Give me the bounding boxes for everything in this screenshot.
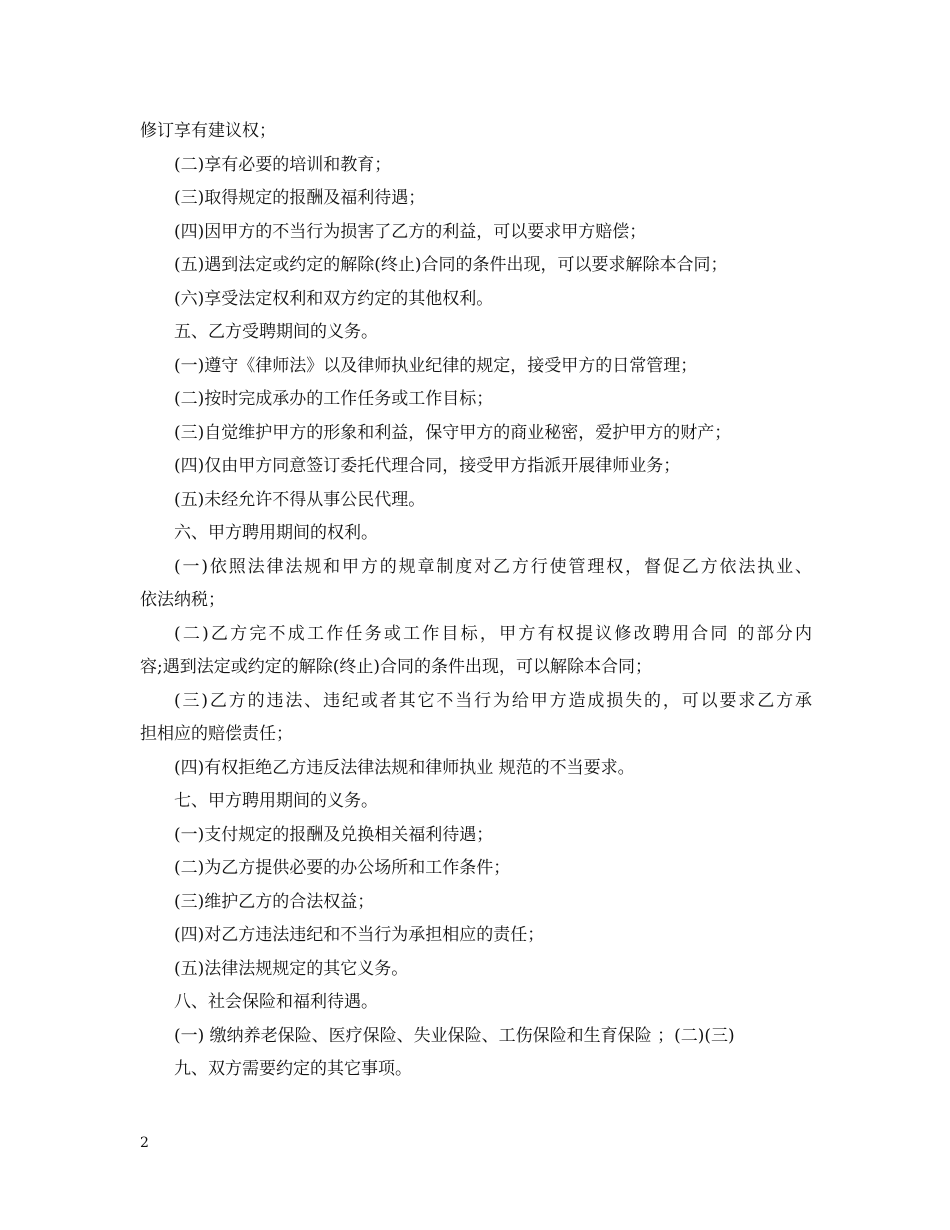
text-line: 依法纳税； [140, 590, 225, 610]
text-line: (一) 缴纳养老保险、医疗保险、失业保险、工伤保险和生育保险 ；(二)(三) [174, 1025, 735, 1046]
text-line: (二)享有必要的培训和教育； [174, 154, 392, 175]
document-body [140, 115, 812, 1087]
text-line: (五)未经允许不得从事公民代理。 [174, 489, 426, 510]
text-line: 五、乙方受聘期间的义务。 [174, 322, 378, 342]
text-line: (六)享受法定权利和双方约定的其他权利。 [174, 288, 494, 309]
text-line: (一)依照法律法规和甲方的规章制度对乙方行使管理权，督促乙方依法执业、 [174, 556, 812, 577]
text-line: 六、甲方聘用期间的权利。 [174, 523, 378, 543]
text-line: (五)遇到法定或约定的解除(终止)合同的条件出现，可以要求解除本合同； [174, 255, 728, 275]
text-line: (三)自觉维护甲方的形象和利益，保守甲方的商业秘密，爱护甲方的财产； [174, 422, 732, 443]
text-line: (二)按时完成承办的工作任务或工作目标； [174, 389, 494, 409]
text-line: (三)取得规定的报酬及福利待遇； [174, 188, 426, 208]
text-line: 八、社会保险和福利待遇。 [174, 992, 378, 1012]
text-line: 七、甲方聘用期间的义务。 [174, 791, 378, 811]
text-line: (四)对乙方违法违纪和不当行为承担相应的责任； [174, 925, 545, 945]
text-line: (四)因甲方的不当行为损害了乙方的利益，可以要求甲方赔偿； [174, 221, 647, 242]
text-line: (二)为乙方提供必要的办公场所和工作条件； [174, 858, 511, 878]
text-line: 九、双方需要约定的其它事项。 [174, 1059, 412, 1079]
text-line: (二)乙方完不成工作任务或工作目标，甲方有权提议修改聘用合同 的部分内 [174, 623, 812, 644]
text-line: (四)有权拒绝乙方违反法律法规和律师执业 规范的不当要求。 [174, 757, 635, 778]
text-line: 修订享有建议权； [140, 121, 276, 141]
text-line: (三)乙方的违法、违纪或者其它不当行为给甲方造成损失的，可以要求乙方承 [174, 690, 812, 711]
text-line: 容;遇到法定或约定的解除(终止)合同的条件出现，可以解除本合同； [140, 657, 652, 677]
text-line: (三)维护乙方的合法权益； [174, 891, 375, 912]
page-number: 2 [140, 1135, 149, 1151]
text-line: (一)遵守《律师法》以及律师执业纪律的规定，接受甲方的日常管理； [174, 355, 698, 376]
text-line: (五)法律法规规定的其它义务。 [174, 958, 409, 979]
text-line: (一)支付规定的报酬及兑换相关福利待遇； [174, 824, 494, 845]
text-line: (四)仅由甲方同意签订委托代理合同，接受甲方指派开展律师业务； [174, 456, 681, 476]
text-line: 担相应的赔偿责任； [140, 724, 293, 744]
